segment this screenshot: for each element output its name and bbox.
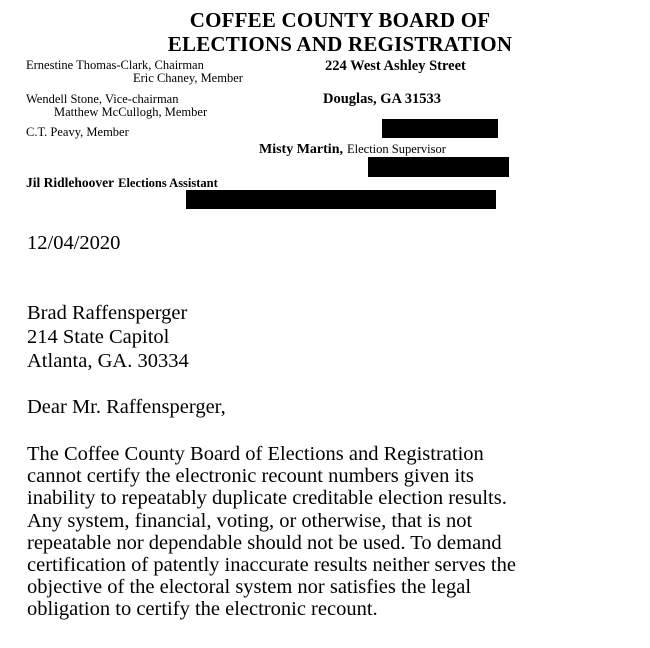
member-matthew-mccullogh: Matthew McCullogh, Member bbox=[54, 105, 208, 119]
recipient-city: Atlanta, GA. 30334 bbox=[27, 350, 189, 372]
redaction-bar-1 bbox=[382, 119, 498, 138]
redaction-bar-3 bbox=[186, 190, 496, 209]
assistant-title: Elections Assistant bbox=[118, 176, 218, 190]
letter-body-paragraph bbox=[27, 443, 647, 621]
assistant-name: Jil Ridlehoover bbox=[26, 175, 115, 190]
body-line: The Coffee County Board of Elections and Registration bbox=[27, 443, 484, 465]
body-line: objective of the electoral system nor satisfies the legal bbox=[27, 576, 472, 599]
body-line: certification of patently inaccurate results neither serves the bbox=[27, 554, 516, 577]
letterhead-title-line2: ELECTIONS AND REGISTRATION bbox=[167, 32, 513, 56]
member-ct-peavy: C.T. Peavy, Member bbox=[26, 125, 129, 139]
supervisor-line bbox=[259, 140, 446, 158]
member-chairman-text: Ernestine Thomas-Clark, Chairman bbox=[26, 58, 204, 72]
assistant-line bbox=[26, 174, 218, 192]
recipient-name: Brad Raffensperger bbox=[27, 302, 188, 324]
body-line: repeatable nor dependable should not be used. To demand bbox=[27, 531, 502, 554]
body-line: inability to repeatably duplicate creditable election results. bbox=[27, 487, 507, 510]
letterhead-title-line1: COFFEE COUNTY BOARD OF bbox=[189, 8, 491, 32]
salutation: Dear Mr. Raffensperger, bbox=[27, 396, 226, 418]
member-chairman bbox=[26, 58, 204, 72]
letter-date: 12/04/2020 bbox=[27, 232, 121, 254]
recipient-street: 214 State Capitol bbox=[27, 326, 170, 348]
body-line: cannot certify the electronic recount numbers given its bbox=[27, 465, 474, 488]
redaction-bar-2 bbox=[368, 157, 509, 177]
address-city: Douglas, GA 31533 bbox=[323, 91, 442, 107]
member-eric-chaney: Eric Chaney, Member bbox=[133, 71, 243, 85]
body-line: Any system, financial, voting, or otherwise, that is not bbox=[27, 509, 473, 532]
body-line: obligation to certify the electronic recount. bbox=[27, 598, 378, 621]
supervisor-title: Election Supervisor bbox=[346, 142, 446, 156]
address-street: 224 West Ashley Street bbox=[325, 58, 466, 74]
member-vice-chairman: Wendell Stone, Vice-chairman bbox=[26, 92, 179, 106]
supervisor-name: Misty Martin, bbox=[259, 142, 343, 157]
